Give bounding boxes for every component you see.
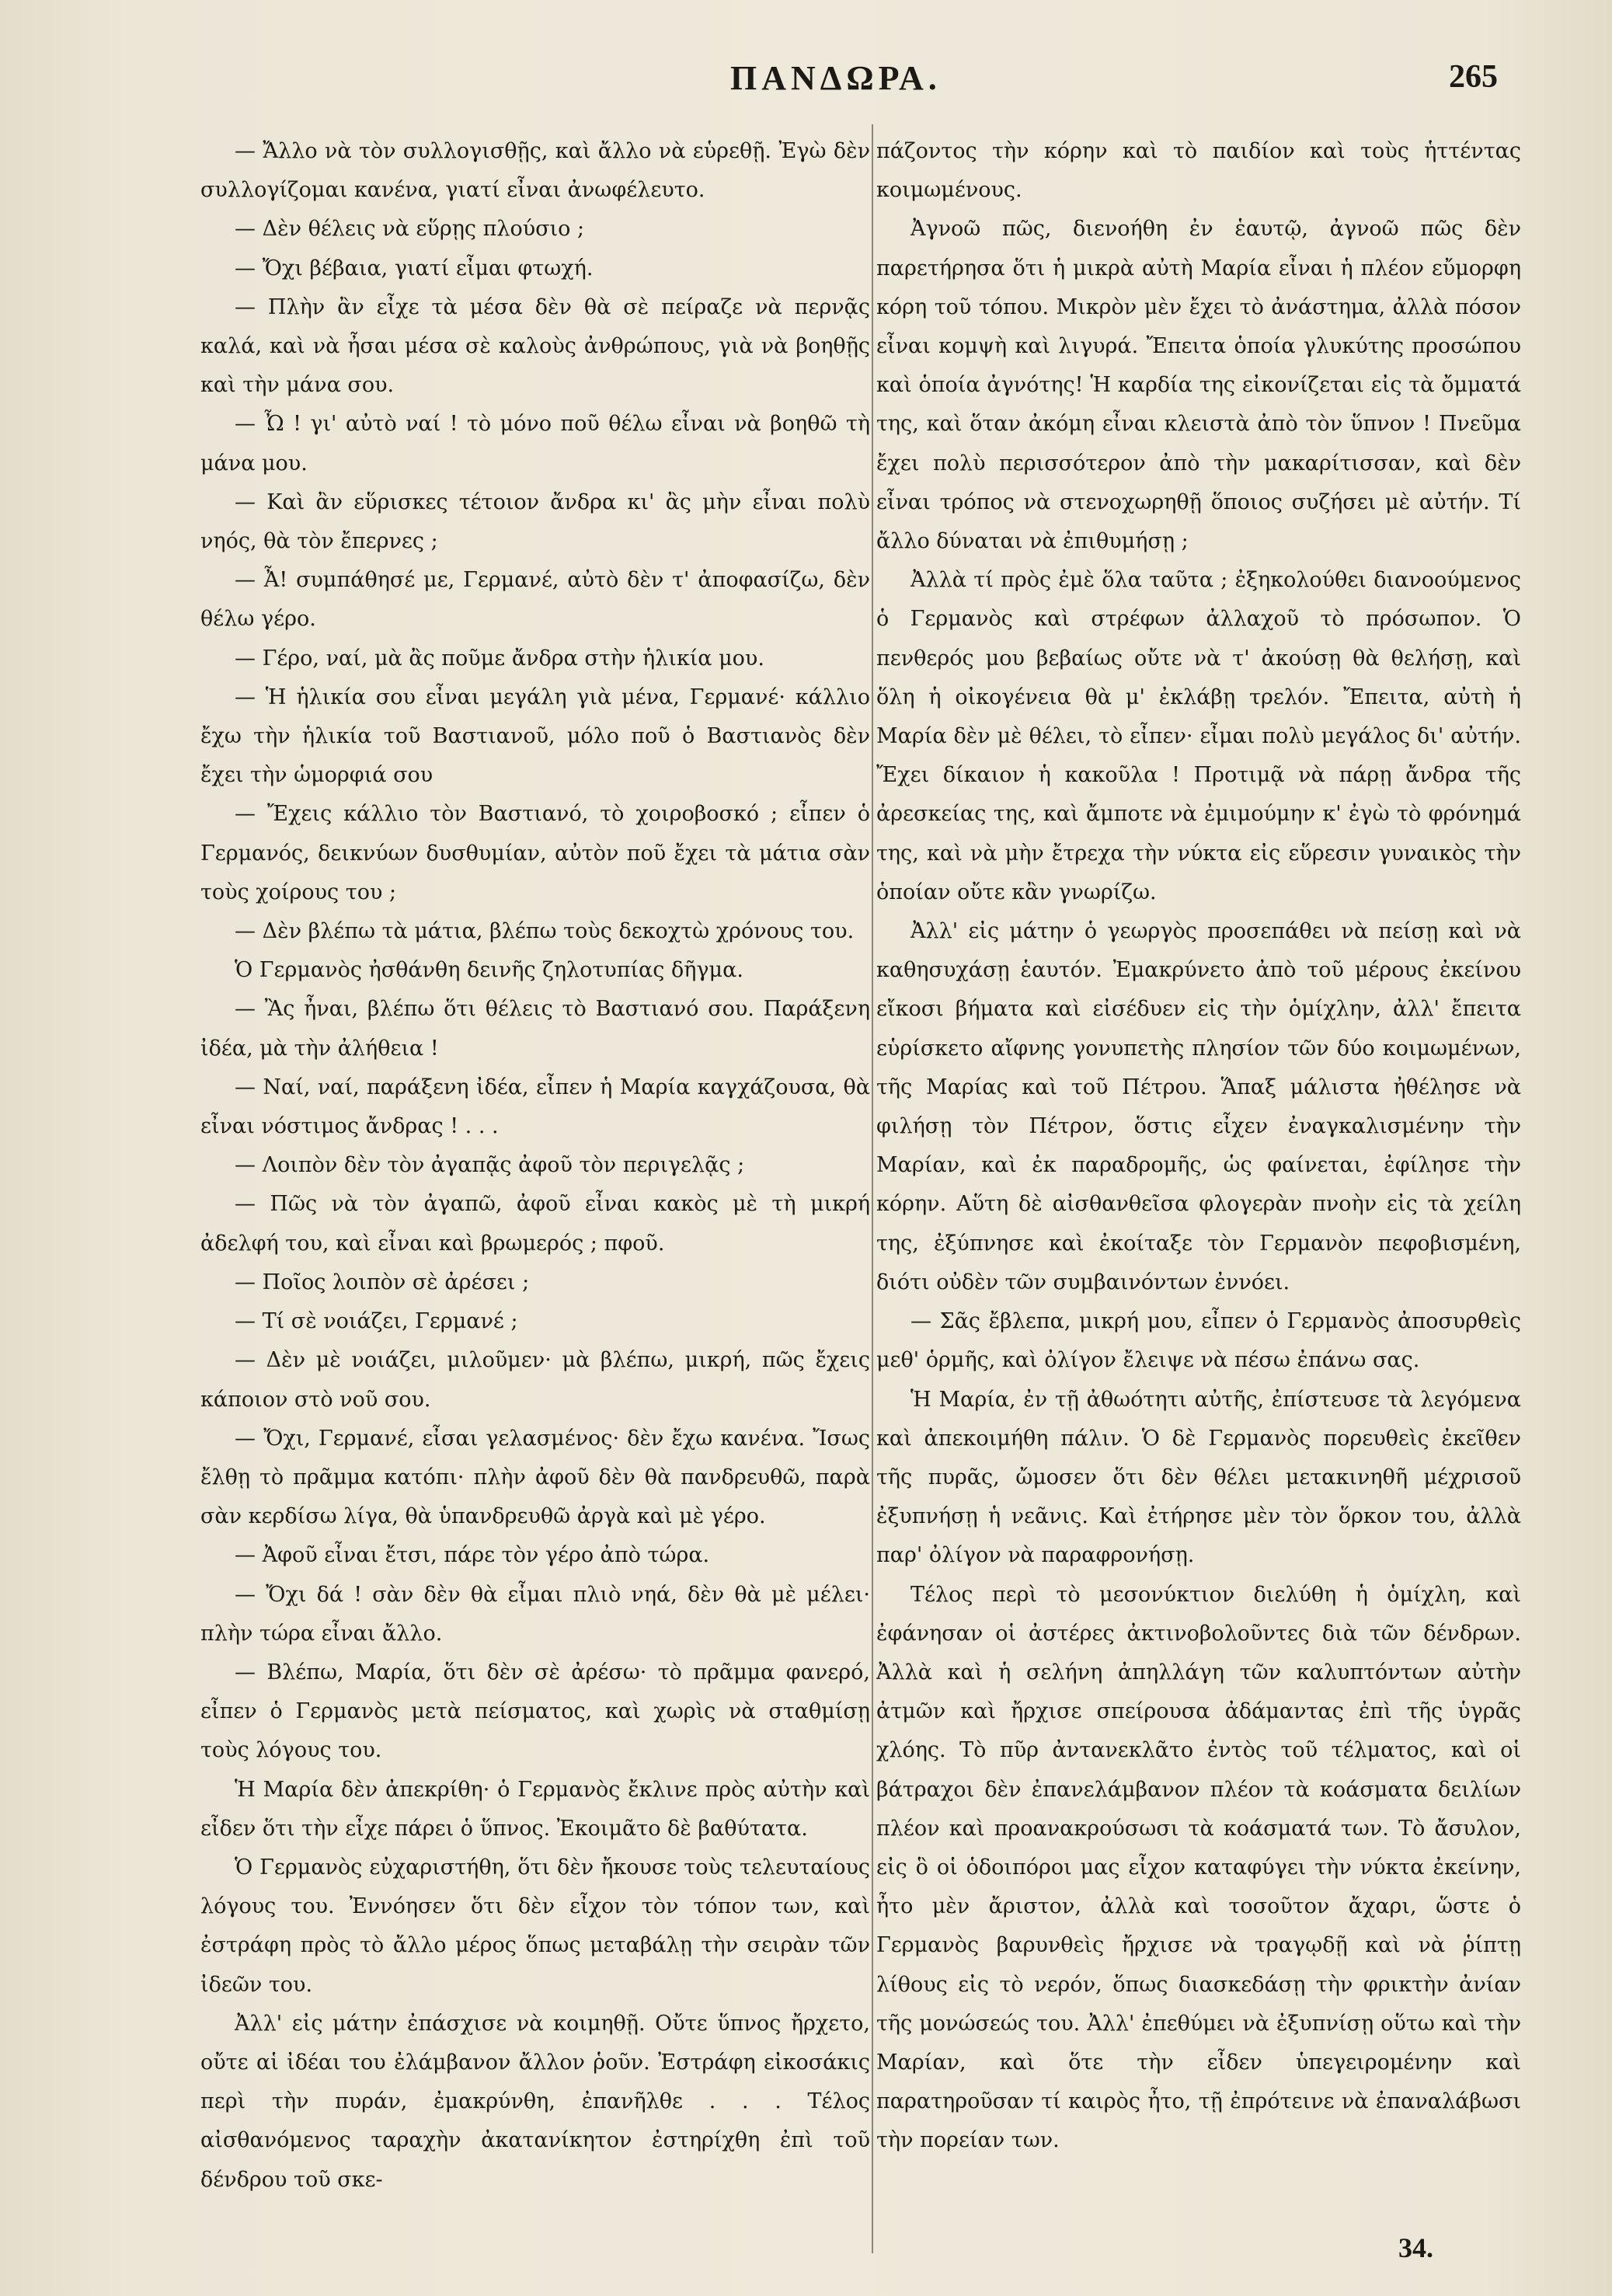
paragraph: Ἀλλὰ τί πρὸς ἐμὲ ὅλα ταῦτα ; ἐξηκολούθει διανοούμενος ὁ Γερμανὸς καὶ στρέφων ἀλλαχοῦ τὸ πρόσωπον. Ὁ πενθερός μου βεβαίως οὔτε νὰ τ' ἀκούσῃ θὰ θελήσῃ, καὶ ὅλη ἡ οἰκογένεια θὰ μ' ἐκλάβῃ τρελόν. Ἔπειτα, αὐτὴ ἡ Μαρία δὲν μὲ θέλει, τὸ εἶπεν· εἶμαι πολὺ μεγάλος δι' αὐτήν. Ἔχει δίκαιον ἡ κακοῦλα ! Προτιμᾷ νὰ πάρῃ ἄνδρα τῆς ἀρεσκείας της, καὶ ἄμποτε νὰ ἐμιμούμην κ' ἐγὼ τὸ φρόνημά της, καὶ νὰ μὴν ἔτρεχα τὴν νύκτα εἰς εὕρεσιν γυναικὸς τὴν ὁποίαν οὔτε κἂν γνωρίζω.: [876, 568, 1521, 904]
paragraph: — Δὲν βλέπω τὰ μάτια, βλέπω τοὺς δεκοχτὼ χρόνους του.: [235, 919, 855, 944]
paragraph: — Βλέπω, Μαρία, ὅτι δὲν σὲ ἀρέσω· τὸ πρᾶμμα φανερό, εἶπεν ὁ Γερμανὸς μετὰ πείσματος, καὶ χωρὶς νὰ σταθμίσῃ τοὺς λόγους του.: [200, 1660, 870, 1763]
paragraph: — Δὲν θέλεις νὰ εὕρῃς πλούσιο ;: [235, 217, 585, 242]
paragraph: — Ἀφοῦ εἶναι ἔτσι, πάρε τὸν γέρο ἀπὸ τώρα.: [235, 1543, 710, 1568]
paragraph: Ἡ Μαρία δὲν ἀπεκρίθη· ὁ Γερμανὸς ἔκλινε πρὸς αὐτὴν καὶ εἶδεν ὅτι τὴν εἶχε πάρει ὁ ὕπνος. Ἐκοιμᾶτο δὲ βαθύτατα.: [200, 1777, 870, 1841]
paragraph: — Ἄλλο νὰ τὸν συλλογισθῇς, καὶ ἄλλο νὰ εὑρεθῇ. Ἐγὼ δὲν συλλογίζομαι κανένα, γιατί εἶναι ἀνωφέλευτο.: [200, 139, 870, 203]
paragraph: — Λοιπὸν δὲν τὸν ἀγαπᾷς ἀφοῦ τὸν περιγελᾷς ;: [235, 1153, 745, 1178]
paragraph: πάζοντος τὴν κόρην καὶ τὸ παιδίον καὶ τοὺς ἡττέντας κοιμωμένους.: [876, 139, 1521, 203]
paragraph: — Σᾶς ἔβλεπα, μικρή μου, εἶπεν ὁ Γερμανὸς ἀποσυρθεὶς μεθ' ὁρμῆς, καὶ ὀλίγον ἔλειψε νὰ πέσω ἐπάνω σας.: [876, 1309, 1521, 1373]
paragraph: — Γέρο, ναί, μὰ ἂς ποῦμε ἄνδρα στὴν ἡλικία μου.: [235, 646, 764, 671]
paragraph: — Ποῖος λοιπὸν σὲ ἀρέσει ;: [235, 1270, 530, 1294]
signature-mark: 34.: [1398, 2232, 1433, 2263]
paragraph: Ἀλλ' εἰς μάτην ὁ γεωργὸς προσεπάθει νὰ πείσῃ καὶ νὰ καθησυχάσῃ ἑαυτόν. Ἐμακρύνετο ἀπὸ τοῦ μέρους ἐκείνου εἴκοσι βήματα καὶ εἰσέδυεν εἰς τὴν ὁμίχλην, ἀλλ' ἔπειτα εὑρίσκετο αἴφνης γονυπετὴς πλησίον τῶν δύο κοιμωμένων, τῆς Μαρίας καὶ τοῦ Πέτρου. Ἅπαξ μάλιστα ἠθέλησε νὰ φιλήσῃ τὸν Πέτρον, ὅστις εἶχεν ἐναγκαλισμένην τὴν Μαρίαν, καὶ ἐκ παραδρομῆς, ὡς φαίνεται, ἐφίλησε τὴν κόρην. Αὕτη δὲ αἰσθανθεῖσα φλογερὰν πνοὴν εἰς τὰ χείλη της, ἐξύπνησε καὶ ἐκοίταξε τὸν Γερμανὸν πεφοβισμένη, διότι οὐδὲν τῶν συμβαινόντων ἐννόει.: [876, 919, 1521, 1294]
paragraph: Ἀγνοῶ πῶς, διενοήθη ἐν ἑαυτῷ, ἀγνοῶ πῶς δὲν παρετήρησα ὅτι ἡ μικρὰ αὐτὴ Μαρία εἶναι ἡ πλέον εὔμορφη κόρη τοῦ τόπου. Μικρὸν μὲν ἔχει τὸ ἀνάστημα, ἀλλὰ πόσον εἶναι κομψὴ καὶ λιγυρά. Ἔπειτα ὁποία γλυκύτης προσώπου καὶ ὁποία ἀγνότης! Ἡ καρδία της εἰκονίζεται εἰς τὰ ὄμματά της, καὶ ὅταν ἀκόμη εἶναι κλειστὰ ἀπὸ τὸν ὕπνον ! Πνεῦμα ἔχει πολὺ περισσότερον ἀπὸ τὴν μακαρίτισσαν, καὶ δὲν εἶναι τρόπος νὰ στενοχωρηθῇ ὅποιος συζήσει μὲ αὐτήν. Τί ἄλλο δύναται νὰ ἐπιθυμήσῃ ;: [876, 217, 1521, 554]
paragraph: Τέλος περὶ τὸ μεσονύκτιον διελύθη ἡ ὁμίχλη, καὶ ἐφάνησαν οἱ ἀστέρες ἀκτινοβολοῦντες διὰ τῶν δένδρων. Ἀλλὰ καὶ ἡ σελήνη ἀπηλλάγη τῶν καλυπτόντων αὐτὴν ἀτμῶν καὶ ἤρχισε σπείρουσα ἀδάμαντας ἐπὶ τῆς ὑγρᾶς χλόης. Τὸ πῦρ ἀντανεκλᾶτο ἐντὸς τοῦ τέλματος, καὶ οἱ βάτραχοι δὲν ἐπανελάμβανον πλέον τὰ κοάσματα δειλίων πλέον καὶ προανακρούσωσι τὰ κοάσματά των. Τὸ ἄσυλον, εἰς ὃ οἱ ὁδοιπόροι μας εἶχον καταφύγει τὴν νύκτα ἐκείνην, ἦτο μὲν ἄριστον, ἀλλὰ καὶ τοσοῦτον ἄχαρι, ὥστε ὁ Γερμανὸς βαρυνθεὶς ἤρχισε νὰ τραγῳδῇ καὶ νὰ ῥίπτῃ λίθους εἰς τὸ νερόν, ὅπως διασκεδάσῃ τὴν φρικτὴν ἀνίαν τῆς μονώσεώς του. Ἀλλ' ἐπεθύμει νὰ ἐξυπνίσῃ οὕτω καὶ τὴν Μαρίαν, καὶ ὅτε τὴν εἶδεν ὑπεγειρομένην καὶ παρατηροῦσαν τί καιρὸς ἦτο, τῇ ἐπρότεινε νὰ ἐπαναλάβωσι τὴν πορείαν των.: [876, 1582, 1521, 2153]
page-number: 265: [1449, 59, 1498, 95]
paragraph: — Ὄχι, Γερμανέ, εἶσαι γελασμένος· δὲν ἔχω κανένα. Ἴσως ἔλθῃ τὸ πρᾶμμα κατόπι· πλὴν ἀφοῦ δὲν θὰ πανδρευθῶ, παρὰ σὰν κερδίσω λίγα, θὰ ὑπανδρευθῶ ἀργὰ καὶ μὲ γέρο.: [200, 1426, 870, 1529]
paragraph: — Ἔχεις κάλλιο τὸν Βαστιανό, τὸ χοιροβοσκό ; εἶπεν ὁ Γερμανός, δεικνύων δυσθυμίαν, αὐτὸν ποῦ ἔχει τὰ μάτια σὰν τοὺς χοίρους του ;: [200, 802, 870, 904]
paragraph: Ὁ Γερμανὸς εὐχαριστήθη, ὅτι δὲν ἤκουσε τοὺς τελευταίους λόγους του. Ἐννόησεν ὅτι δὲν εἶχον τὸν τόπον των, καὶ ἐστράφη πρὸς τὸ ἄλλο μέρος ὅπως μεταβάλῃ τὴν σειρὰν τῶν ἰδεῶν του.: [200, 1855, 870, 1997]
paragraph: — Ἡ ἡλικία σου εἶναι μεγάλη γιὰ μένα, Γερμανέ· κάλλιο ἔχω τὴν ἡλικία τοῦ Βαστιανοῦ, μόλο ποῦ ὁ Βαστιανὸς δὲν ἔχει τὴν ὡμορφιά σου: [200, 685, 870, 788]
paragraph: — Ὦ ! γι' αὐτὸ ναί ! τὸ μόνο ποῦ θέλω εἶναι νὰ βοηθῶ τὴ μάνα μου.: [200, 412, 870, 476]
paragraph: — Πῶς νὰ τὸν ἀγαπῶ, ἀφοῦ εἶναι κακὸς μὲ τὴ μικρή ἀδελφή του, καὶ εἶναι καὶ βρωμερός ; πφοῦ.: [200, 1192, 870, 1256]
paragraph: — Ἂς ἦναι, βλέπω ὅτι θέλεις τὸ Βαστιανό σου. Παράξενη ἰδέα, μὰ τὴν ἀλήθεια !: [200, 997, 870, 1061]
page-header: [0, 58, 1612, 113]
paragraph: — Ναί, ναί, παράξενη ἰδέα, εἶπεν ἡ Μαρία καγχάζουσα, θὰ εἶναι νόστιμος ἄνδρας ! . . .: [200, 1075, 870, 1139]
paragraph: Ἡ Μαρία, ἐν τῇ ἀθωότητι αὐτῆς, ἐπίστευσε τὰ λεγόμενα καὶ ἀπεκοιμήθη πάλιν. Ὁ δὲ Γερμανὸς πορευθεὶς ἐκεῖθεν τῆς πυρᾶς, ὤμοσεν ὅτι δὲν θέλει μετακινηθῆ μέχρισοῦ ἐξυπνήσῃ ἡ νεᾶνις. Καὶ ἐτήρησε μὲν τὸν ὅρκον του, ἀλλὰ παρ' ὀλίγον νὰ παραφρονήσῃ.: [876, 1387, 1521, 1568]
journal-title: ΠΑΝΔΩΡΑ.: [730, 59, 942, 97]
paragraph: — Ὄχι δά ! σὰν δὲν θὰ εἶμαι πλιὸ νηά, δὲν θὰ μὲ μέλει· πλὴν τώρα εἶναι ἄλλο.: [200, 1582, 870, 1646]
column-divider: [872, 124, 873, 2253]
paragraph: — Ἆ! συμπάθησέ με, Γερμανέ, αὐτὸ δὲν τ' ἀποφασίζω, δὲν θέλω γέρο.: [200, 568, 870, 632]
paragraph: Ὁ Γερμανὸς ἠσθάνθη δεινῆς ζηλοτυπίας δῆγμα.: [235, 958, 743, 983]
paragraph: — Καὶ ἂν εὕρισκες τέτοιον ἄνδρα κι' ἂς μὴν εἶναι πολὺ νηός, θὰ τὸν ἔπερνες ;: [200, 490, 870, 554]
right-column: [876, 132, 1521, 2230]
paragraph: — Πλὴν ἂν εἶχε τὰ μέσα δὲν θὰ σὲ πείραζε νὰ περνᾷς καλά, καὶ νὰ ἦσαι μέσα σὲ καλοὺς ἀνθρώπους, γιὰ νὰ βοηθῇς καὶ τὴν μάνα σου.: [200, 294, 870, 398]
left-column: [200, 132, 870, 2230]
paragraph: — Δὲν μὲ νοιάζει, μιλοῦμεν· μὰ βλέπω, μικρή, πῶς ἔχεις κάποιον στὸ νοῦ σου.: [200, 1348, 870, 1412]
paragraph: Ἀλλ' εἰς μάτην ἐπάσχισε νὰ κοιμηθῇ. Οὔτε ὕπνος ἤρχετο, οὔτε αἱ ἰδέαι του ἐλάμβανον ἄλλον ῥοῦν. Ἐστράφη εἰκοσάκις περὶ τὴν πυράν, ἐμακρύνθη, ἐπανῆλθε . . . Τέλος αἰσθανόμενος ταραχὴν ἀκατανίκητον ἐστηρίχθη ἐπὶ τοῦ δένδρου τοῦ σκε-: [200, 2011, 870, 2192]
paragraph: — Τί σὲ νοιάζει, Γερμανέ ;: [235, 1309, 518, 1334]
paragraph: — Ὄχι βέβαια, γιατί εἶμαι φτωχή.: [235, 256, 594, 280]
